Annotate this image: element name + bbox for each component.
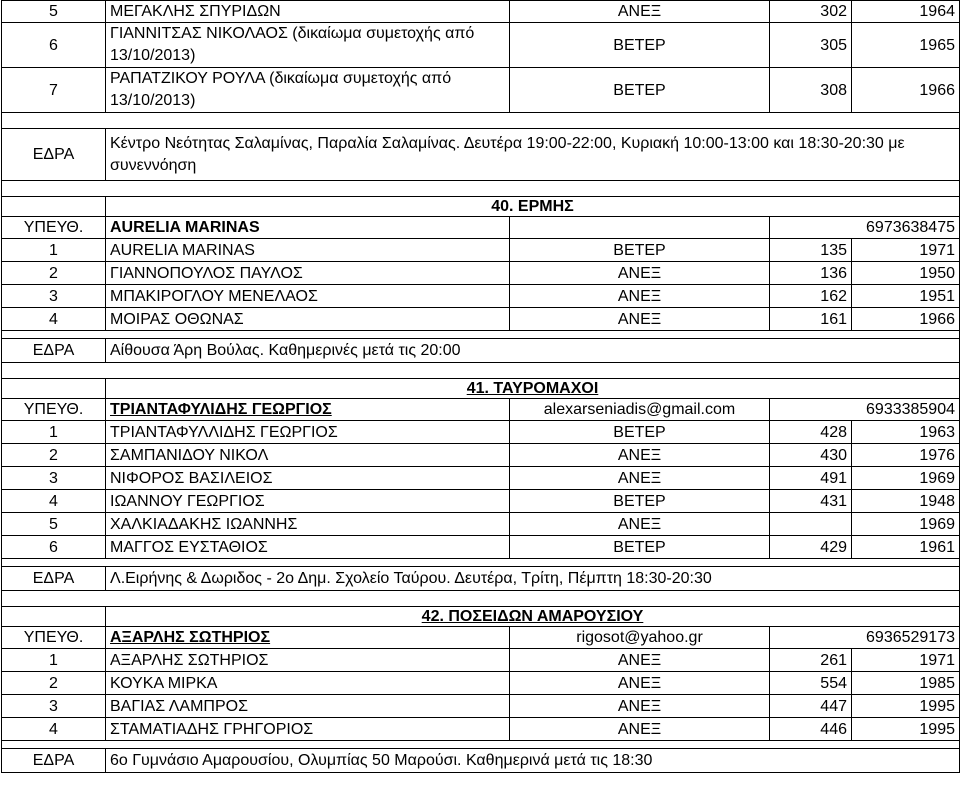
roster-table — [1, 0, 960, 773]
row-number: 5 — [2, 1, 106, 23]
row-number: 1 — [2, 421, 106, 444]
table-row — [2, 718, 960, 741]
player-name: ΜΟΙΡΑΣ ΟΘΩΝΑΣ — [106, 308, 510, 331]
player-year: 1971 — [852, 239, 960, 262]
club-title: 42. ΠΟΣΕΙΔΩΝ ΑΜΑΡΟΥΣΙΟΥ — [106, 607, 960, 627]
club-title: 40. ΕΡΜΗΣ — [106, 197, 960, 217]
player-category: ΒΕΤΕΡ — [510, 490, 770, 513]
player-name: ΚΟΥΚΑ ΜΙΡΚΑ — [106, 672, 510, 695]
title-spacer — [2, 379, 106, 399]
club-title: 41. ΤΑΥΡΟΜΑΧΟΙ — [106, 379, 960, 399]
row-number: 2 — [2, 444, 106, 467]
row-number: 6 — [2, 536, 106, 559]
table-row — [2, 467, 960, 490]
table-row — [2, 23, 960, 68]
responsible-row — [2, 627, 960, 649]
player-name: AURELIA MARINAS — [106, 239, 510, 262]
player-number: 429 — [770, 536, 852, 559]
row-number: 7 — [2, 68, 106, 113]
responsible-name: AURELIA MARINAS — [106, 217, 510, 239]
player-year: 1985 — [852, 672, 960, 695]
player-number: 302 — [770, 1, 852, 23]
player-number: 491 — [770, 467, 852, 490]
player-number: 261 — [770, 649, 852, 672]
player-category: ΒΕΤΕΡ — [510, 68, 770, 113]
gap-row — [2, 181, 960, 197]
player-year: 1950 — [852, 262, 960, 285]
player-category: ΑΝΕΞ — [510, 285, 770, 308]
player-number: 430 — [770, 444, 852, 467]
player-category: ΑΝΕΞ — [510, 649, 770, 672]
player-year: 1965 — [852, 23, 960, 68]
player-year: 1951 — [852, 285, 960, 308]
venue-text: 6ο Γυμνάσιο Αμαρουσίου, Ολυμπίας 50 Μαρούσι. Καθημερινά μετά τις 18:30 — [106, 749, 960, 773]
player-year: 1966 — [852, 308, 960, 331]
row-number: 3 — [2, 285, 106, 308]
player-number: 428 — [770, 421, 852, 444]
venue-row — [2, 129, 960, 181]
responsible-label: ΥΠΕΥΘ. — [2, 217, 106, 239]
responsible-phone: 6973638475 — [770, 217, 960, 239]
table-row — [2, 513, 960, 536]
gap-row — [2, 559, 960, 567]
player-name: ΝΙΦΟΡΟΣ ΒΑΣΙΛΕΙΟΣ — [106, 467, 510, 490]
player-category: ΑΝΕΞ — [510, 444, 770, 467]
row-number: 6 — [2, 23, 106, 68]
table-row — [2, 536, 960, 559]
player-number: 308 — [770, 68, 852, 113]
player-number: 135 — [770, 239, 852, 262]
row-number: 2 — [2, 262, 106, 285]
player-year: 1969 — [852, 467, 960, 490]
player-category: ΒΕΤΕΡ — [510, 421, 770, 444]
responsible-phone: 6933385904 — [770, 399, 960, 421]
player-year: 1995 — [852, 695, 960, 718]
player-number: 136 — [770, 262, 852, 285]
player-name: ΣΤΑΜΑΤΙΑΔΗΣ ΓΡΗΓΟΡΙΟΣ — [106, 718, 510, 741]
player-year: 1961 — [852, 536, 960, 559]
venue-text: Λ.Ειρήνης & Δωριδος - 2ο Δημ. Σχολείο Ταύρου. Δευτέρα, Τρίτη, Πέμπτη 18:30-20:30 — [106, 567, 960, 591]
player-category: ΒΕΤΕΡ — [510, 23, 770, 68]
venue-label: ΕΔΡΑ — [2, 129, 106, 181]
player-year: 1969 — [852, 513, 960, 536]
table-row — [2, 262, 960, 285]
venue-row — [2, 567, 960, 591]
player-category: ΑΝΕΞ — [510, 1, 770, 23]
row-number: 3 — [2, 695, 106, 718]
gap-row — [2, 591, 960, 607]
responsible-email — [510, 217, 770, 239]
venue-label: ΕΔΡΑ — [2, 339, 106, 363]
venue-label: ΕΔΡΑ — [2, 567, 106, 591]
venue-text: Κέντρο Νεότητας Σαλαμίνας, Παραλία Σαλαμίνας. Δευτέρα 19:00-22:00, Κυριακή 10:00-13:00 και 18:30-20:30 με συνεννόηση — [106, 129, 960, 181]
player-number: 305 — [770, 23, 852, 68]
player-number — [770, 513, 852, 536]
responsible-email: alexarseniadis@gmail.com — [510, 399, 770, 421]
player-number: 431 — [770, 490, 852, 513]
row-number: 3 — [2, 467, 106, 490]
player-category: ΑΝΕΞ — [510, 718, 770, 741]
player-year: 1964 — [852, 1, 960, 23]
table-row — [2, 649, 960, 672]
responsible-label: ΥΠΕΥΘ. — [2, 627, 106, 649]
player-name: ΜΕΓΑΚΛΗΣ ΣΠΥΡΙΔΩΝ — [106, 1, 510, 23]
responsible-name: ΑΞΑΡΛΗΣ ΣΩΤΗΡΙΟΣ — [106, 627, 510, 649]
club-title-row — [2, 607, 960, 627]
responsible-row — [2, 217, 960, 239]
table-row — [2, 672, 960, 695]
player-name: ΜΑΓΓΟΣ ΕΥΣΤΑΘΙΟΣ — [106, 536, 510, 559]
player-name: ΜΠΑΚΙΡΟΓΛΟΥ ΜΕΝΕΛΑΟΣ — [106, 285, 510, 308]
responsible-email: rigosot@yahoo.gr — [510, 627, 770, 649]
venue-text: Αίθουσα Άρη Βούλας. Καθημερινές μετά τις 20:00 — [106, 339, 960, 363]
row-number: 4 — [2, 718, 106, 741]
player-name: ΙΩΑΝΝΟΥ ΓΕΩΡΓΙΟΣ — [106, 490, 510, 513]
table-row — [2, 68, 960, 113]
responsible-name: ΤΡΙΑΝΤΑΦΥΛΙΔΗΣ ΓΕΩΡΓΙΟΣ — [106, 399, 510, 421]
table-row — [2, 285, 960, 308]
row-number: 2 — [2, 672, 106, 695]
table-row — [2, 308, 960, 331]
player-year: 1971 — [852, 649, 960, 672]
player-category: ΑΝΕΞ — [510, 262, 770, 285]
table-row — [2, 1, 960, 23]
gap-row — [2, 363, 960, 379]
player-name: ΣΑΜΠΑΝΙΔΟΥ ΝΙΚΟΛ — [106, 444, 510, 467]
player-name: ΑΞΑΡΛΗΣ ΣΩΤΗΡΙΟΣ — [106, 649, 510, 672]
player-name: ΧΑΛΚΙΑΔΑΚΗΣ ΙΩΑΝΝΗΣ — [106, 513, 510, 536]
player-category: ΒΕΤΕΡ — [510, 536, 770, 559]
player-category: ΑΝΕΞ — [510, 467, 770, 490]
responsible-phone: 6936529173 — [770, 627, 960, 649]
player-category: ΑΝΕΞ — [510, 513, 770, 536]
gap-row — [2, 331, 960, 339]
club-title-row — [2, 379, 960, 399]
player-year: 1963 — [852, 421, 960, 444]
venue-row — [2, 749, 960, 773]
player-category: ΒΕΤΕΡ — [510, 239, 770, 262]
row-number: 4 — [2, 308, 106, 331]
player-year: 1966 — [852, 68, 960, 113]
responsible-row — [2, 399, 960, 421]
row-number: 5 — [2, 513, 106, 536]
player-name: ΤΡΙΑΝΤΑΦΥΛΛΙΔΗΣ ΓΕΩΡΓΙΟΣ — [106, 421, 510, 444]
player-year: 1948 — [852, 490, 960, 513]
table-row — [2, 695, 960, 718]
player-category: ΑΝΕΞ — [510, 695, 770, 718]
player-name: ΡΑΠΑΤΖΙΚΟΥ ΡΟΥΛΑ (δικαίωμα συμετοχής από 13/10/2013) — [106, 68, 510, 113]
responsible-label: ΥΠΕΥΘ. — [2, 399, 106, 421]
title-spacer — [2, 607, 106, 627]
title-spacer — [2, 197, 106, 217]
player-name: ΓΙΑΝΝΟΠΟΥΛΟΣ ΠΑΥΛΟΣ — [106, 262, 510, 285]
club-title-row — [2, 197, 960, 217]
player-year: 1976 — [852, 444, 960, 467]
gap-row — [2, 741, 960, 749]
table-row — [2, 444, 960, 467]
row-number: 1 — [2, 649, 106, 672]
table-row — [2, 239, 960, 262]
gap-row — [2, 113, 960, 129]
player-category: ΑΝΕΞ — [510, 672, 770, 695]
table-row — [2, 421, 960, 444]
player-name: ΒΑΓΙΑΣ ΛΑΜΠΡΟΣ — [106, 695, 510, 718]
venue-label: ΕΔΡΑ — [2, 749, 106, 773]
table-row — [2, 490, 960, 513]
player-number: 161 — [770, 308, 852, 331]
player-number: 554 — [770, 672, 852, 695]
row-number: 1 — [2, 239, 106, 262]
player-category: ΑΝΕΞ — [510, 308, 770, 331]
row-number: 4 — [2, 490, 106, 513]
player-name: ΓΙΑΝΝΙΤΣΑΣ ΝΙΚΟΛΑΟΣ (δικαίωμα συμετοχής από 13/10/2013) — [106, 23, 510, 68]
player-year: 1995 — [852, 718, 960, 741]
player-number: 162 — [770, 285, 852, 308]
player-number: 446 — [770, 718, 852, 741]
player-number: 447 — [770, 695, 852, 718]
venue-row — [2, 339, 960, 363]
